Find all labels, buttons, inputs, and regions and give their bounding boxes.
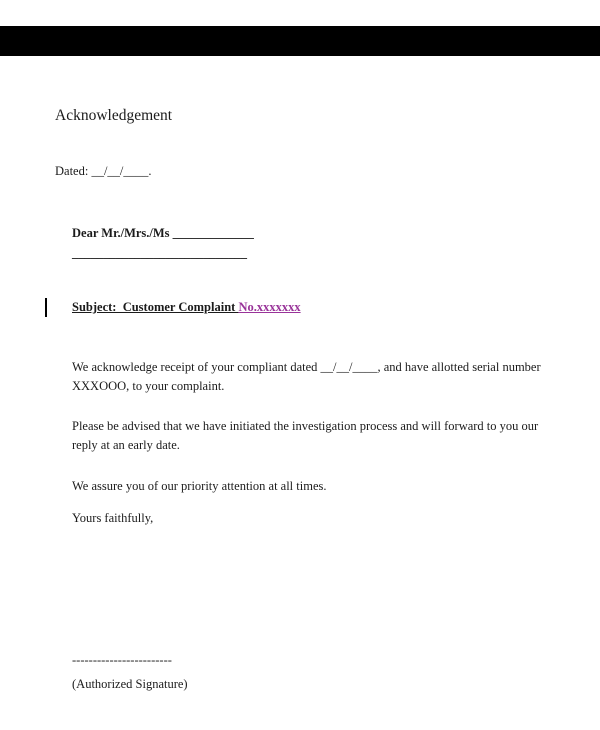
body-paragraph-investigation (72, 417, 538, 455)
paragraph-line: We assure you of our priority attention at all times. (72, 479, 327, 493)
salutation-line (72, 226, 254, 241)
salutation-label: Dear Mr./Mrs./Ms (72, 226, 173, 240)
dated-line (55, 164, 152, 179)
subject-label: Subject: Customer Complaint (72, 300, 239, 314)
salutation-blank-line: ____________________________ (72, 246, 247, 260)
paragraph-line: We acknowledge receipt of your compliant dated __/__/____, and have allotted serial number (72, 360, 541, 374)
revision-bar (45, 298, 47, 317)
document-title: Acknowledgement (55, 107, 173, 124)
complaint-number-link[interactable]: No.xxxxxxx (238, 300, 301, 314)
closing-line: Yours faithfully, (72, 511, 154, 525)
top-black-bar (0, 26, 600, 56)
signature-caption: (Authorized Signature) (72, 677, 188, 691)
body-paragraph-acknowledge (72, 358, 541, 396)
body-paragraph-assurance (72, 477, 327, 496)
paragraph-line: reply at an early date. (72, 438, 180, 452)
signature-rule: ------------------------ (72, 653, 172, 667)
paragraph-line: Please be advised that we have initiated the investigation process and will forward to you our (72, 419, 539, 433)
salutation-name-blank: _____________ (172, 226, 254, 240)
subject-line (72, 300, 301, 315)
date-blank: __/__/____. (88, 164, 152, 178)
paragraph-line: XXXOOO, to your complaint. (72, 379, 225, 393)
dated-label: Dated: (55, 164, 89, 178)
